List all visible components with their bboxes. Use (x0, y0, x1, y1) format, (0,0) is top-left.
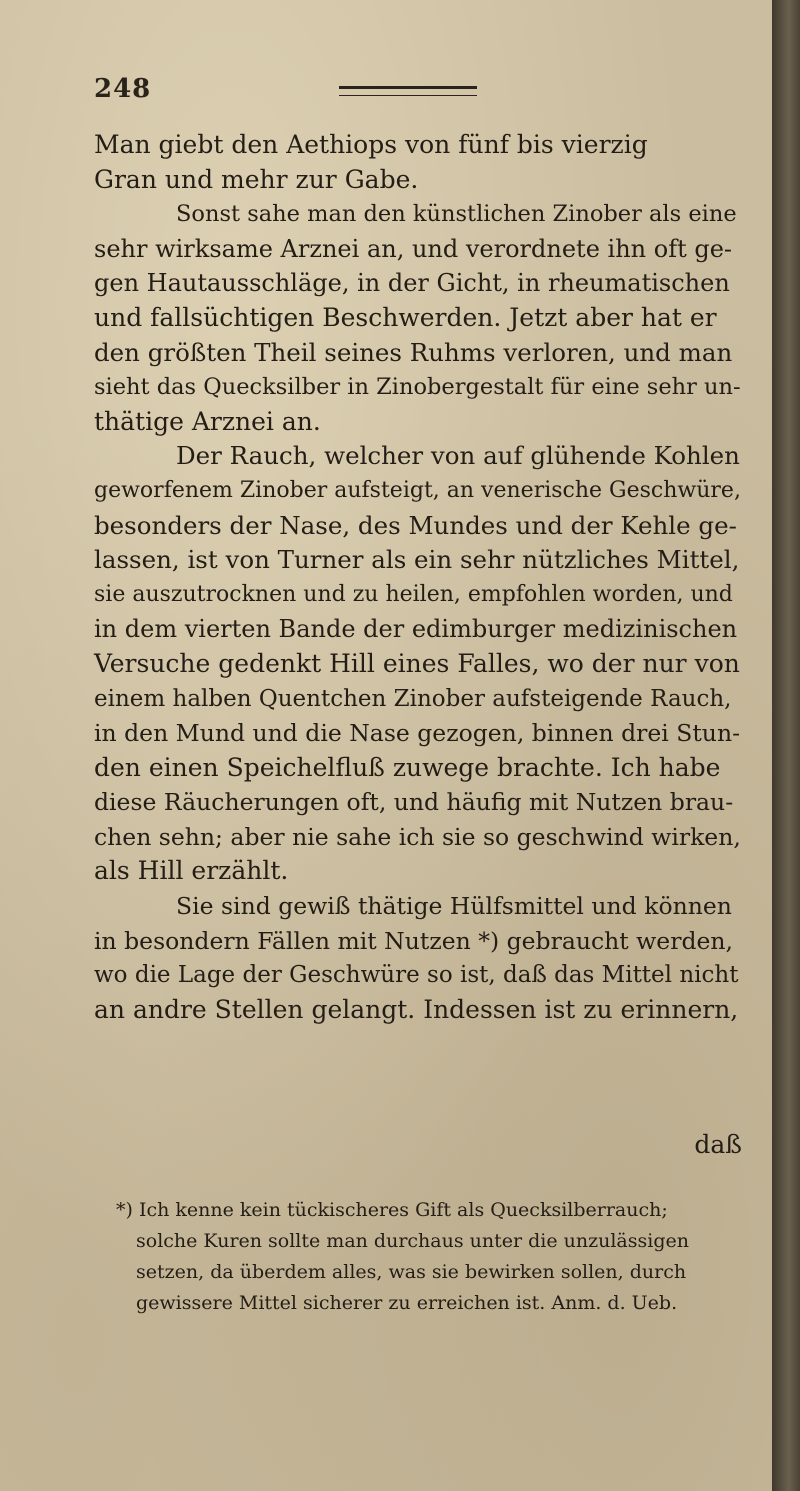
text-line: chen sehn; aber nie sahe ich sie so geschwind wirken, (94, 822, 741, 851)
book-spine-edge (772, 0, 800, 1491)
text-line: an andre Stellen gelangt. Indessen ist zu erinnern, (94, 994, 739, 1024)
text-line: sie auszutrocknen und zu heilen, empfohlen worden, und (94, 581, 733, 607)
text-line: als Hill erzählt. (94, 856, 289, 886)
text-line: den größten Theil seines Ruhms verloren, und man (94, 337, 733, 367)
text-line: geworfenem Zinober aufsteigt, an venerische Geschwüre, (94, 477, 741, 503)
text-line: Gran und mehr zur Gabe. (94, 164, 419, 194)
footnote-line: gewissere Mittel sicherer zu erreichen ist. Anm. d. Ueb. (136, 1292, 678, 1314)
page-header (94, 74, 494, 104)
text-line: einem halben Quentchen Zinober aufsteigende Rauch, (94, 685, 732, 712)
page-number: 248 (94, 74, 152, 104)
text-line: Der Rauch, welcher von auf glühende Kohlen (176, 441, 740, 471)
catchword: daß (694, 1130, 742, 1159)
text-line: thätige Arznei an. (94, 406, 321, 436)
text-line: Versuche gedenkt Hill eines Falles, wo der nur von (94, 648, 740, 678)
footnote-line: *) Ich kenne kein tückischeres Gift als Quecksilberrauch; (116, 1199, 668, 1221)
main-text (94, 128, 742, 1027)
text-line: Sie sind gewiß thätige Hülfsmittel und können (176, 892, 732, 921)
text-line: den einen Speichelfluß zuwege brachte. Ich habe (94, 752, 721, 782)
header-rule (339, 86, 477, 96)
text-line: sieht das Quecksilber in Zinobergestalt für eine sehr un- (94, 374, 741, 401)
text-line: Man giebt den Aethiops von fünf bis vierzig (94, 130, 648, 159)
text-line: in den Mund und die Nase gezogen, binnen drei Stun- (94, 719, 741, 748)
text-line: besonders der Nase, des Mundes und der Kehle ge- (94, 510, 737, 540)
footnote-line: setzen, da überdem alles, was sie bewirken sollen, durch (136, 1261, 687, 1283)
text-line: lassen, ist von Turner als ein sehr nützliches Mittel, (94, 545, 740, 575)
text-line: in besondern Fällen mit Nutzen *) gebraucht werden, (94, 926, 733, 955)
text-line: diese Räucherungen oft, und häufig mit Nutzen brau- (94, 788, 734, 817)
text-line: in dem vierten Bande der edimburger medizinischen (94, 615, 738, 644)
text-line: gen Hautausschläge, in der Gicht, in rheumatischen (94, 269, 730, 298)
footnote (116, 1195, 742, 1319)
text-line: wo die Lage der Geschwüre so ist, daß das Mittel nicht (94, 962, 739, 989)
text-line: sehr wirksame Arznei an, und verordnete ihn oft ge- (94, 234, 733, 263)
footnote-line: solche Kuren sollte man durchaus unter die unzulässigen (136, 1230, 689, 1252)
text-line: und fallsüchtigen Beschwerden. Jetzt aber hat er (94, 302, 717, 332)
text-line: Sonst sahe man den künstlichen Zinober als eine (176, 201, 737, 228)
